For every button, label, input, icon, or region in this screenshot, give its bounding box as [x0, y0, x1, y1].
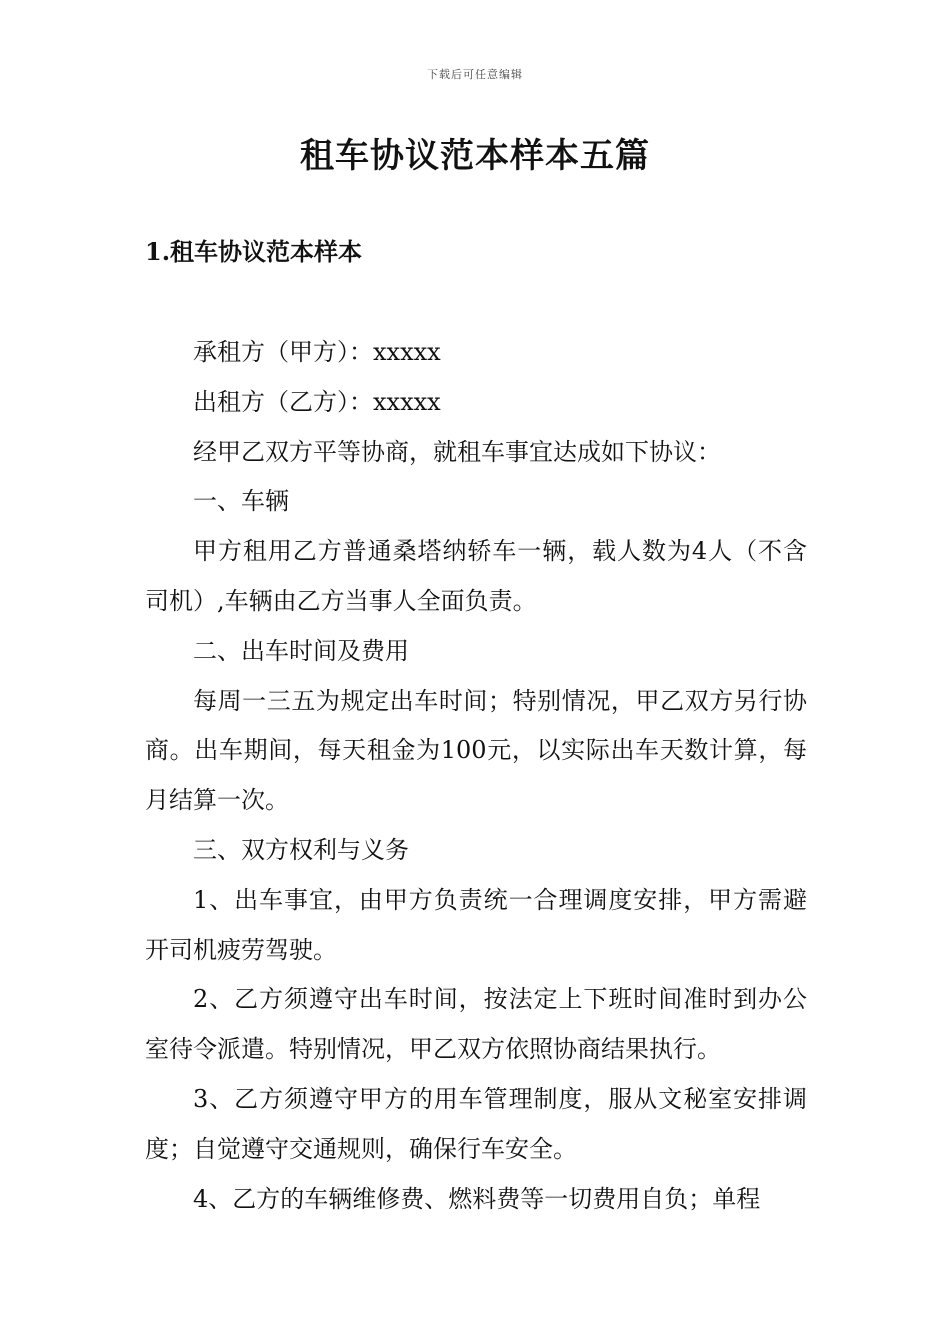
paragraph-vehicle: 甲方租用乙方普通桑塔纳轿车一辆，载人数为4人（不含司机）,车辆由乙方当事人全面负责。	[145, 537, 807, 615]
paragraph-lessee: 承租方（甲方）：xxxxx	[193, 338, 441, 366]
paragraph-lessor: 出租方（乙方）：xxxxx	[193, 387, 441, 416]
clause-2: 2、乙方须遵守出车时间，按法定上下班时间准时到办公室待令派遣。特别情况，甲乙双方依照协商结果执行。	[145, 985, 807, 1064]
heading-time-and-fees: 二、出车时间及费用	[193, 636, 409, 665]
clause-3: 3、乙方须遵守甲方的用车管理制度，服从文秘室安排调度；自觉遵守交通规则，确保行车安全。	[145, 1084, 807, 1163]
section-title: 1.租车协议范本样本	[145, 237, 363, 266]
clause-4: 4、乙方的车辆维修费、燃料费等一切费用自负；单程	[193, 1184, 761, 1213]
paragraph-time-and-fees: 每周一三五为规定出车时间；特别情况，甲乙双方另行协商。出车期间，每天租金为100元，以实际出车天数计算，每月结算一次。	[145, 686, 807, 815]
clause-1: 1、出车事宜，由甲方负责统一合理调度安排，甲方需避开司机疲劳驾驶。	[145, 885, 807, 964]
heading-rights-and-obligations: 三、双方权利与义务	[193, 835, 409, 864]
document-body	[145, 328, 807, 1224]
header-note: 下载后可任意编辑	[427, 68, 523, 81]
document-title: 租车协议范本样本五篇	[300, 136, 650, 176]
heading-vehicle: 一、车辆	[193, 487, 289, 516]
paragraph-preamble: 经甲乙双方平等协商，就租车事宜达成如下协议：	[193, 437, 721, 466]
